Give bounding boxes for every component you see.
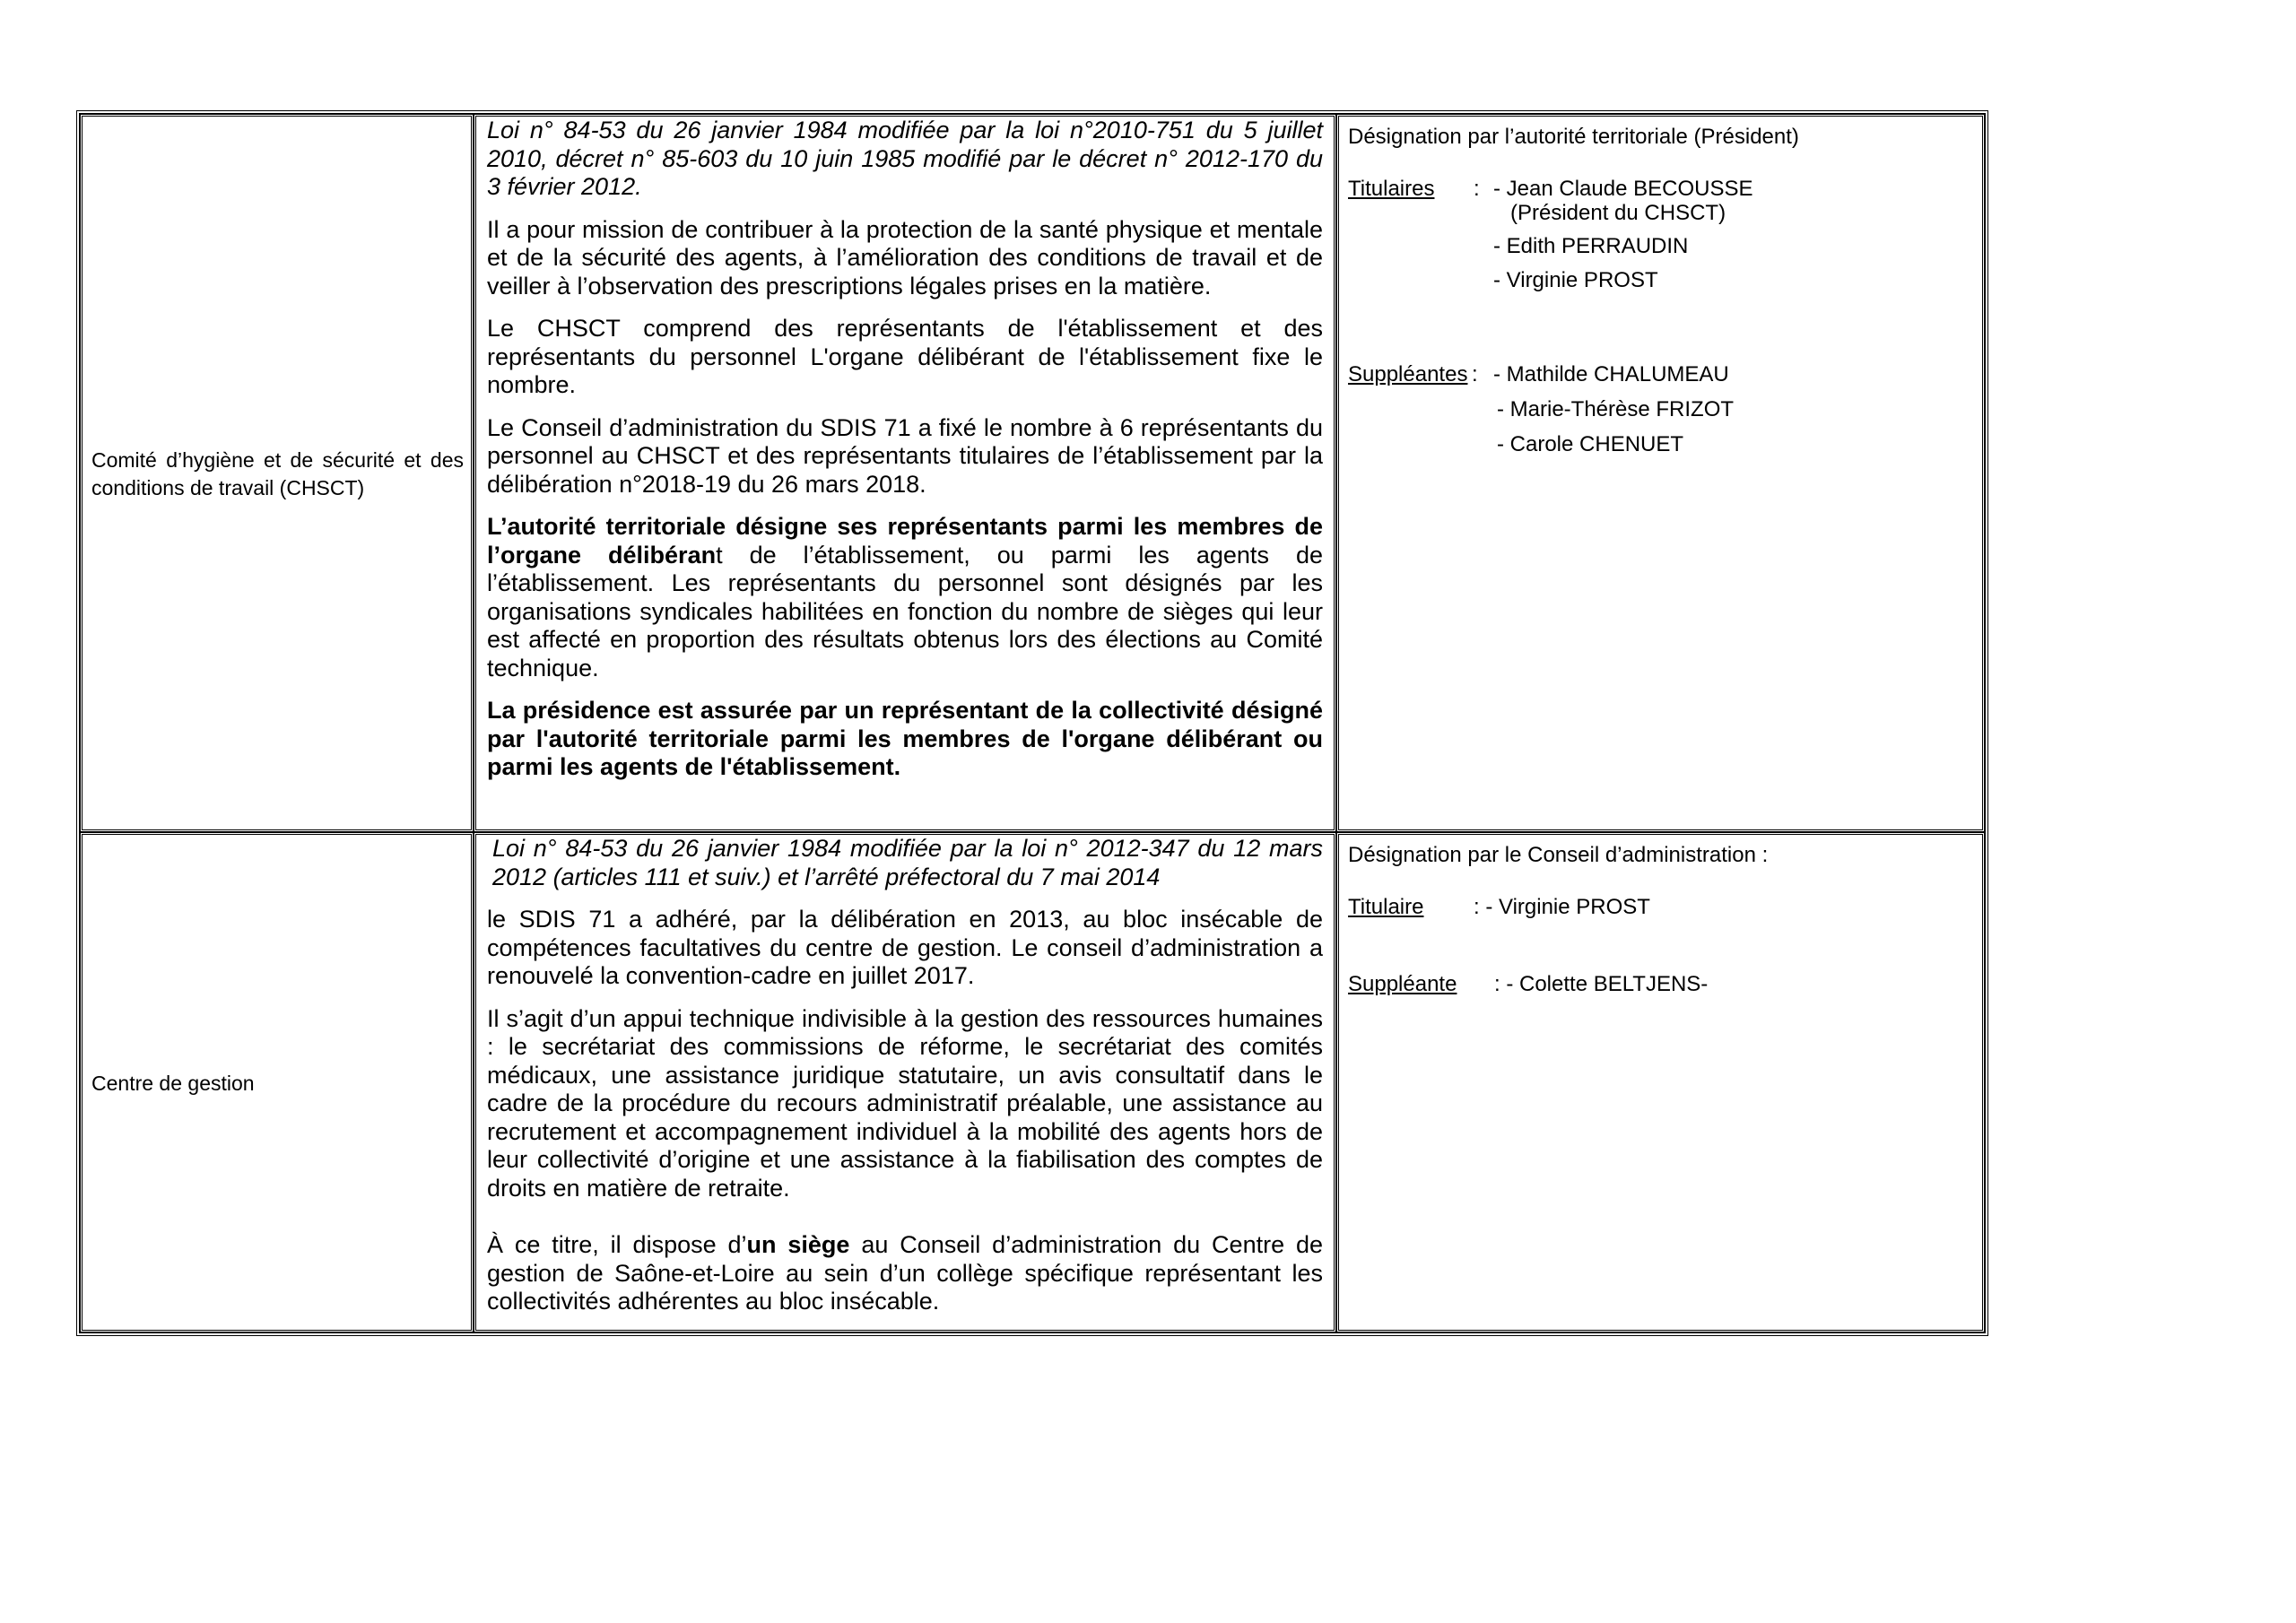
titulaires-label: Titulaires xyxy=(1348,177,1435,201)
titulaire-row xyxy=(1348,892,1975,922)
conseil-paragraph: Le Conseil d’administration du SDIS 71 a fixé le nombre à 6 représentants du personnel au CHSCT et des représentants titulaires de l’établissement par la délibération n°2018-19 du 26 mars 2018. xyxy=(487,413,1323,498)
titulaire-row xyxy=(1348,265,1975,295)
designation-heading: Désignation par l’autorité territoriale (Président) xyxy=(1348,125,1799,149)
text-cell-centre-gestion xyxy=(474,832,1336,1332)
siege-start: À ce titre, il dispose d’ xyxy=(487,1231,747,1258)
suppleante-row xyxy=(1348,430,1975,459)
titulaire-label: Titulaire xyxy=(1348,895,1424,919)
label-cell-centre-gestion xyxy=(80,832,474,1332)
suppleante-name: - Carole CHENUET xyxy=(1497,432,1684,456)
suppleantes-colon: : xyxy=(1472,362,1478,386)
suppleantes-label: Suppléantes xyxy=(1348,362,1468,386)
table-row-chsct xyxy=(80,114,1985,832)
suppleantes-row xyxy=(1348,360,1975,389)
designation-paragraph xyxy=(487,513,1323,682)
siege-bold: un siège xyxy=(746,1231,850,1258)
titulaire-name: - Jean Claude BECOUSSE xyxy=(1493,177,1753,201)
siege-paragraph xyxy=(487,1231,1323,1316)
members-cell-centre-gestion xyxy=(1336,832,1985,1332)
designation-bold: L’autorité territoriale désigne ses représentants parmi les membres de l’organe délibéran xyxy=(487,513,1323,568)
composition-paragraph: Le CHSCT comprend des représentants de l'établissement et des représentants du personnel L'organe délibérant de l'établissement fixe le nombre. xyxy=(487,315,1323,398)
suppleantes-group xyxy=(1348,360,1975,459)
suppleante-name: - Marie-Thérèse FRIZOT xyxy=(1497,397,1735,421)
row-label: Comité d’hygiène et de sécurité et des conditions de travail (CHSCT) xyxy=(91,447,464,499)
titulaires-group xyxy=(1348,174,1975,295)
table-row-centre-gestion xyxy=(80,832,1985,1332)
designation-rest: t de l’établissement, ou parmi les agents de l’établissement. Les représentants du personnel sont désignés par les organisations syndicales habilitées en fonction du nombre de sièges qui leur est affecté en proportion des résultats obtenus lors des élections au Comité technique. xyxy=(487,541,1323,681)
row-label: Centre de gestion xyxy=(91,1071,255,1095)
document-table xyxy=(76,110,1988,1336)
titulaire-value: : - Virginie PROST xyxy=(1474,895,1650,919)
suppleante-row xyxy=(1348,969,1975,999)
siege-end: au Conseil d’administration du Centre de gestion de Saône-et-Loire au sein d’un collège spécifique représentant les collectivités adhérentes au bloc insécable. xyxy=(487,1231,1324,1315)
legal-reference: Loi n° 84-53 du 26 janvier 1984 modifiée par la loi n°2010-751 du 5 juillet 2010, décret n° 85-603 du 10 juin 1985 modifié par le décret n° 2012-170 du 3 février 2012. xyxy=(487,117,1323,200)
presidence-paragraph: La présidence est assurée par un représentant de la collectivité désigné par l'autorité territoriale parmi les membres de l'organe délibérant ou parmi les agents de l'établissement. xyxy=(487,697,1323,780)
titulaire-name: - Edith PERRAUDIN xyxy=(1493,234,1689,258)
titulaire-role: (Président du CHSCT) xyxy=(1510,201,1726,225)
members-cell-chsct xyxy=(1336,114,1985,832)
mission-paragraph: Il a pour mission de contribuer à la protection de la santé physique et mentale et de la sécurité des agents, à l’amélioration des conditions de travail et de veiller à l’observation des prescriptions légales prises en la matière. xyxy=(487,215,1323,299)
designation-heading: Désignation par le Conseil d’administration : xyxy=(1348,843,1769,867)
titulaire-row xyxy=(1348,231,1975,261)
appui-paragraph: Il s’agit d’un appui technique indivisible à la gestion des ressources humaines : le secrétariat des commissions de réforme, le secrétariat des comités médicaux, une assistance juridique statutaire, un avis consultatif dans le cadre de la procédure du recours administratif préalable, une assistance au recrutement et accompagnement individuel à la mobilité des agents hors de leur collectivité d’origine et une assistance à la fiabilisation des comptes de droits en matière de retraite. xyxy=(487,1004,1323,1202)
suppleante-value: : - Colette BELTJENS- xyxy=(1494,972,1709,996)
titulaires-colon: : xyxy=(1474,177,1480,201)
suppleante-name: - Mathilde CHALUMEAU xyxy=(1493,362,1729,386)
label-cell-chsct xyxy=(80,114,474,832)
titulaire-name: - Virginie PROST xyxy=(1493,268,1658,292)
suppleante-label: Suppléante xyxy=(1348,972,1457,996)
legal-reference: Loi n° 84-53 du 26 janvier 1984 modifiée par la loi n° 2012-347 du 12 mars 2012 (articles 111 et suiv.) et l’arrêté préfectoral du 7 mai 2014 xyxy=(492,835,1323,890)
text-cell-chsct xyxy=(474,114,1336,832)
suppleante-row xyxy=(1348,395,1975,424)
adhesion-paragraph: le SDIS 71 a adhéré, par la délibération en 2013, au bloc insécable de compétences facultatives du centre de gestion. Le conseil d’administration a renouvelé la convention-cadre en juillet 2017. xyxy=(487,906,1323,989)
